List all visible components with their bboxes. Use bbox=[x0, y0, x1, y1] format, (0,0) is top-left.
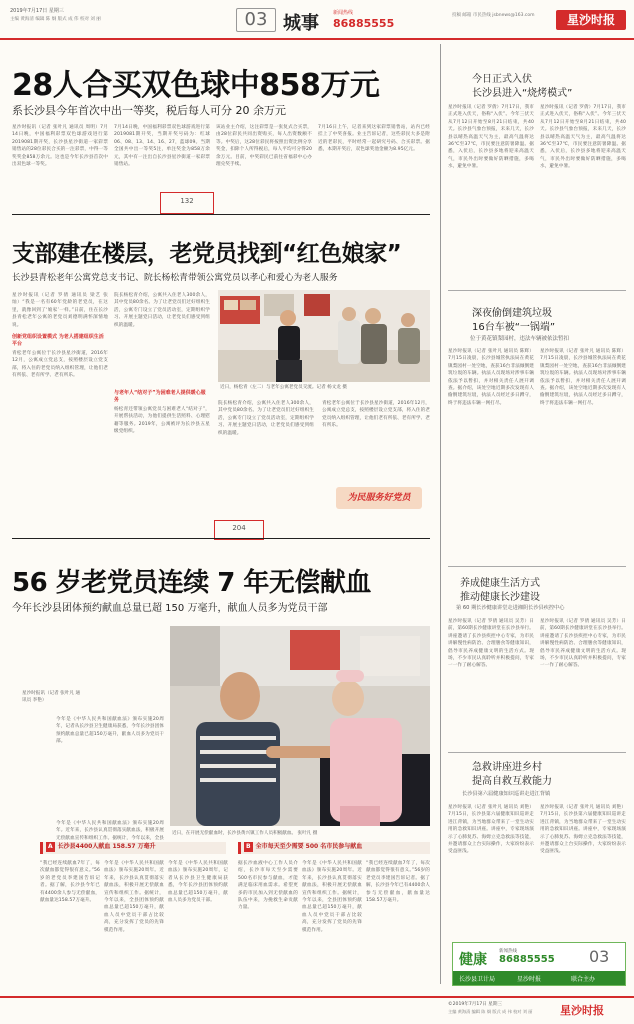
health-partners-bar bbox=[453, 971, 625, 985]
article3-text-b1: 据长沙血液中心工作人员介绍，长沙市每天至少需要500名市民参与献血，才能满足临床用血需求。希望更多的市民加入到无偿献血的队伍中来，为挽救生命贡献力量。 bbox=[238, 861, 298, 911]
right2-subhead: 位于黄花镇梨园村，违法车辆被依法暂扣 bbox=[470, 336, 570, 342]
right1-col1: 星沙时报讯（记者 罗倩）7月17日，我市正式进入伏天，俗称“入伏”。今年三伏天从7月12日开始至8月21日结束，共40天。长沙县气象台预报，未来几天，长沙县以晴热高温天气为主，最高气温将达36℃至37℃，市民要注意防暑降温。据悉，入伏后，长沙县多地将迎来高温天气，市民外出时要做好防晒措施，多喝水，避免中暑。 bbox=[448, 105, 534, 170]
footer-brand: 星沙时报 bbox=[560, 1004, 604, 1017]
health-hotline-label: 新闻热线 bbox=[499, 949, 517, 954]
right4-col2: 星沙时报讯（记者 张叶凡 通讯员 刘艳）7月15日，长沙县第六届健康知识巡讲走进江背镇，为当地群众带来了一堂生动实用的急救知识讲座。讲座中，专家现场演示了心肺复苏、海姆立克急救法等技能，并邀请群众上台实际操作，大家纷纷表示受益匪浅。 bbox=[540, 805, 626, 855]
article2-divider bbox=[12, 538, 430, 539]
partner-2: 星沙时报 bbox=[517, 976, 542, 983]
article3-sub-b bbox=[238, 842, 430, 854]
article3-text-b3: “我已经连续献血7年了，每次献血都觉得很有意义。”56岁的老党员李建国告诉记者。据了解，长沙县今年已有4400余人参与无偿献血，献血量达158.57万毫升。 bbox=[366, 861, 430, 904]
article3-text-b2: 今年是《中华人民共和国献血法》颁布实施20周年。近年来，长沙县认真贯彻落实献血法，积极开展无偿献血宣传和组织工作。据统计，今年以来，全县团体预约献血总量已超150万毫升，献血人员中党员干部占比较高，充分发挥了党员的先锋模范作用。 bbox=[302, 861, 362, 933]
article3-photo-image bbox=[170, 626, 430, 826]
article2-text2: 青松老年公寓位于长沙县星沙街道，2016年12月，公寓成立党总支，按照楼层设立党支部，将入住的老党员纳入组织管理，让他们老有所依、老有所学、老有所乐。 bbox=[12, 351, 108, 379]
right1-col2: 星沙时报讯（记者 罗倩）7月17日，我市正式进入伏天，俗称“入伏”。今年三伏天从7月12日开始至8月21日结束，共40天。长沙县气象台预报，未来几天，长沙县以晴热高温天气为主，最高气温将达36℃至37℃，市民要注意防暑降温。据悉，入伏后，长沙县多地将迎来高温天气，市民外出时要做好防晒措施，多喝水，避免中暑。 bbox=[540, 105, 626, 170]
page-header bbox=[0, 0, 634, 40]
right4-headline-a: 急救讲座进乡村 bbox=[472, 762, 542, 773]
right3-col2: 星沙时报讯（记者 罗倩 通讯员 吴芳）日前，第60期长沙健康讲堂在长沙县举行。讲座邀请了长沙县疾控中心专家，为市民讲解慢性病防治、合理膳食等健康知识，倡导市民养成健康文明的生活方式。现场，不少市民认真聆听并积极提问，专家一一作了耐心解答。 bbox=[540, 619, 626, 669]
page-number: 03 bbox=[244, 9, 268, 30]
sub-b-text: 全市每天至少需要 500 名市民参与献血 bbox=[255, 843, 363, 850]
article2-text6: 青松老年公寓位于长沙县星沙街道，2016年12月，公寓成立党总支，按照楼层设立党支部，将入住的老党员纳入组织管理，让他们老有所依、老有所学、老有所乐。 bbox=[322, 401, 430, 429]
health-page: 03 bbox=[589, 947, 610, 966]
article1-subhead: 系长沙县今年首次中出一等奖，税后每人可分 20 余万元 bbox=[12, 104, 286, 117]
health-hotline: 86885555 bbox=[499, 954, 555, 965]
right2-col1: 星沙时报讯（记者 张叶凡 通讯员 陈辉）7月15日凌晨，长沙县城管执法局在黄花镇梨园村一处空地，查获16台非法倾倒建筑垃圾的车辆。执法人员现场对涉事车辆依法予以暂扣，并对相关责任人展开调查。据介绍，该处空地近期多次发现有人偷倒建筑垃圾，执法人员经过多日蹲守，终于将违法车辆一网打尽。 bbox=[448, 349, 534, 406]
health-label: 健康 bbox=[459, 952, 487, 968]
section-title: 城事 bbox=[283, 13, 319, 34]
contact-line: 投稿 邮箱 市民热线 jsbnews@163.com bbox=[452, 13, 535, 18]
right1-headline-a: 今日正式入伏 bbox=[472, 74, 532, 85]
sub-a-text: 长沙县4400人献血 158.57 万毫升 bbox=[57, 843, 156, 850]
partner-1: 长沙县卫计局 bbox=[459, 976, 496, 983]
right4-subhead: 长沙县第六届健康知识巡讲走进江背镇 bbox=[462, 791, 551, 797]
right1-headline-b: 长沙县进入“烧烤模式” bbox=[472, 88, 573, 99]
article2-marker: 204 bbox=[214, 520, 264, 540]
right2-col2: 星沙时报讯（记者 张叶凡 通讯员 陈辉）7月15日凌晨，长沙县城管执法局在黄花镇梨园村一处空地，查获16台非法倾倒建筑垃圾的车辆。执法人员现场对涉事车辆依法予以暂扣，并对相关责任人展开调查。据介绍，该处空地近期多次发现有人偷倒建筑垃圾，执法人员经过多日蹲守，终于将违法车辆一网打尽。 bbox=[540, 349, 626, 406]
article2-subhead-a: 创新党组织设置模式 为老人搭建组织生活平台 bbox=[12, 334, 104, 347]
hotline-number: 86885555 bbox=[333, 17, 395, 30]
right4-headline-b: 提高自救互救能力 bbox=[472, 776, 552, 787]
article1-marker: 132 bbox=[160, 192, 214, 214]
right4-col1: 星沙时报讯（记者 张叶凡 通讯员 刘艳）7月15日，长沙县第六届健康知识巡讲走进江背镇，为当地群众带来了一堂生动实用的急救知识讲座。讲座中，专家现场演示了心肺复苏、海姆立克急救法等技能，并邀请群众上台实际操作，大家纷纷表示受益匪浅。 bbox=[448, 805, 534, 855]
article1-col4: 7月16日上午，记者来到这家彩票销售站，站内已经挂上了中奖喜报。业主告诉记者，这些彩民大多是附近的老彩民，平时经常一起研究号码、合买彩票。据悉，本期开奖后，双色球奖池金额为8.95亿元。 bbox=[318, 125, 430, 153]
article3-left-col: 今年是《中华人民共和国献血法》颁布实施20周年。近年来，长沙县认真贯彻落实献血法，积极开展无偿献血宣传和组织工作。据统计，今年以来，全县 bbox=[56, 821, 164, 840]
hotline-label: 新闻热线 bbox=[333, 10, 354, 16]
brand-logo: 星沙时报 bbox=[566, 13, 615, 27]
article2-badge bbox=[336, 487, 422, 509]
article2-caption: 近日，杨松青（左二）与老年公寓老党员交流。记者 杨文龙 摄 bbox=[220, 385, 347, 390]
article2-text4: 杨松青还带领公寓党员与困难老人“结对子”，开展帮扶活动，为他们提供生活照料、心理慰藉等服务。2019年，公寓被评为长沙县五星级党组织。 bbox=[114, 407, 210, 435]
right3-col1: 星沙时报讯（记者 罗倩 通讯员 吴芳）日前，第60期长沙健康讲堂在长沙县举行。讲座邀请了长沙县疾控中心专家，为市民讲解慢性病防治、合理膳食等健康知识，倡导市民养成健康文明的生活方式。现场，不少市民认真聆听并积极提问，专家一一作了耐心解答。 bbox=[448, 619, 534, 669]
health-box bbox=[452, 942, 626, 986]
article3-text-a3: 今年是《中华人民共和国献血法》颁布实施20周年，记者从长沙县卫生健康局获悉，今年长沙县团体预约献血总量已超150万毫升，献血人员多为党员干部。 bbox=[168, 861, 228, 904]
article1-headline: 28人合买双色球中858万元 bbox=[12, 68, 380, 103]
footer-date: ©2019年7月17日 星期三 bbox=[448, 1002, 503, 1007]
article3-text-a1: “我已经连续献血7年了，每次献血都觉得很有意义。”56岁的老党员李建国告诉记者。据了解，长沙县今年已有4400余人参与无偿献血，献血量达158.57万毫升。 bbox=[40, 861, 100, 904]
article2-subhead: 长沙县青松老年公寓党总支书记、院长杨松青带领公寓党员以孝心和爱心为老人服务 bbox=[12, 273, 338, 283]
article3-intro: 今年是《中华人民共和国献血法》颁布实施20周年，记者从长沙县卫生健康局获悉，今年长沙县团体预约献血总量已超150万毫升，献血人员多为党员干部。 bbox=[56, 717, 164, 745]
article3-photo bbox=[170, 626, 430, 826]
right2-headline-b: 16台车被“一锅端” bbox=[472, 322, 556, 333]
article3-caption: 近日，在开展无偿献血时，长沙县黄兴镇工作人员积极献血。 张叶凡 摄 bbox=[172, 831, 318, 836]
column-divider bbox=[440, 44, 441, 984]
right2-divider bbox=[448, 566, 626, 567]
sub-b-marker: B bbox=[246, 843, 251, 850]
article1-col2: 7月14日晚，中国福利彩票双色球游戏进行第2019081期开奖，当期开奖号码为：红球06、08、13、14、16、27，蓝球09。当期全国共中出一等奖5注，单注奖金为858万余元，其中有一注出自长沙县星沙街道一家彩票销售站。 bbox=[114, 125, 210, 168]
right3-headline-a: 养成健康生活方式 bbox=[460, 578, 540, 589]
header-editor: 主编 黄海清 编辑 陈 炯 版式 成 伟 校对 刘 丽 bbox=[10, 17, 101, 22]
article1-col1: 星沙时报讯（记者 张叶凡 通讯员 周明）7月14日晚，中国福利彩票双色球游戏进行第2019081期开奖，长沙县星沙街道一家彩票销售站的28位彩民合买的一注彩票，中得一等奖奖金858万余元。这也是今年长沙县首次中出双色球一等奖。 bbox=[12, 125, 108, 168]
right3-headline-b: 推动健康长沙建设 bbox=[460, 592, 540, 603]
article2-text3: 院长杨松青介绍，公寓共入住老人300余人，其中党员80余名。为了让老党员们过好组织生活，公寓专门设立了党员活动室，定期组织学习、开展主题党日活动，让老党员们感受到组织的温暖。 bbox=[114, 293, 210, 328]
page-number-box bbox=[236, 8, 276, 32]
article1-divider bbox=[12, 214, 430, 215]
article3-headline: 56 岁老党员连续 7 年无偿献血 bbox=[12, 568, 371, 598]
article3-subhead: 今年长沙县团体预约献血总量已超 150 万毫升，献血人员多为党员干部 bbox=[12, 603, 328, 614]
sub-a-marker: A bbox=[48, 843, 53, 850]
footer-editor: 主编 黄海清 编辑 陈 炯 版式 成 伟 校对 刘 丽 bbox=[448, 1009, 533, 1014]
article3-byline: 星沙时报讯（记者 张叶凡 通讯员 李艳） bbox=[22, 691, 81, 703]
header-date: 2019年7月17日 星期三 bbox=[10, 8, 64, 14]
right3-subhead: 第 60 期长沙健康讲堂走进湘阴长沙县疾控中心 bbox=[456, 605, 565, 611]
article2-subhead-b: 与老年人“结对子”为困难老人提供暖心服务 bbox=[114, 390, 206, 403]
article2-headline: 支部建在楼层，老党员找到“红色娘家” bbox=[12, 241, 402, 267]
article3-sub-a bbox=[40, 842, 226, 854]
article3-text-a2: 今年是《中华人民共和国献血法》颁布实施20周年。近年来，长沙县认真贯彻落实献血法，积极开展无偿献血宣传和组织工作。据统计，今年以来，全县团体预约献血总量已超150万毫升，献血人员中党员干部占比较高，充分发挥了党员的先锋模范作用。 bbox=[104, 861, 164, 933]
partner-3: 联合主办 bbox=[571, 976, 596, 983]
right3-divider bbox=[448, 752, 626, 753]
right1-divider bbox=[448, 290, 626, 291]
article2-photo-image bbox=[218, 290, 430, 382]
brand-badge bbox=[556, 10, 626, 30]
page-footer bbox=[0, 996, 634, 1024]
article2-badge-text: 为民服务好党员 bbox=[347, 493, 411, 503]
article2-text5: 院长杨松青介绍，公寓共入住老人300余人，其中党员80余名。为了让老党员们过好组织生活，公寓专门设立了党员活动室，定期组织学习、开展主题党日活动，让老党员们感受到组织的温暖。 bbox=[218, 401, 314, 436]
right2-headline-a: 深夜偷倒建筑垃圾 bbox=[472, 308, 552, 319]
article2-photo bbox=[218, 290, 430, 382]
article1-col3: 该站业主介绍，这注彩票是一张复式合买票，由28位彩民共同出资购买，每人出资数额不等。中奖后，这28位彩民将按照出资比例分享奖金，扣除个人所得税后，每人平均可分得20余万元。目前，中奖彩民已前往省福彩中心办理兑奖手续。 bbox=[216, 125, 312, 168]
article2-text1: 星沙时报讯（记者 罗倩 通讯员 梁艺 张灿）“我是一名有60年党龄的老党员，在这里，就像回到了‘娘家’一样。”日前，住在长沙县青松老年公寓的老党员刘德明满怀深情地说。 bbox=[12, 293, 108, 328]
